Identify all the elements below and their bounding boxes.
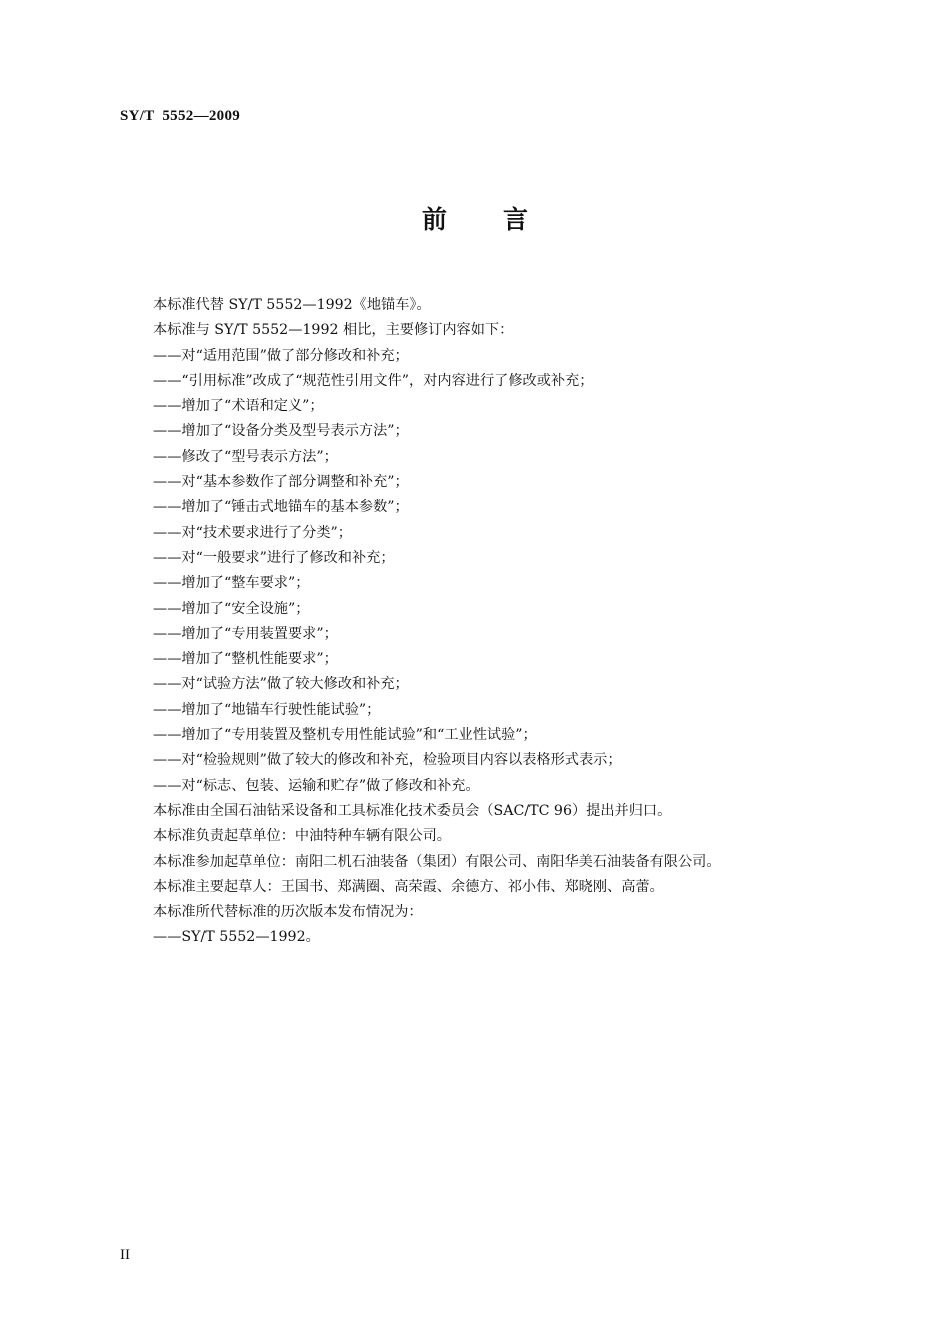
foreword-line: 本标准所代替标准的历次版本发布情况为： xyxy=(153,904,423,921)
foreword-line: ——增加了“专用装置要求”； xyxy=(153,625,338,642)
foreword-body xyxy=(153,293,853,951)
foreword-line: ——增加了“术语和定义”； xyxy=(153,398,324,415)
foreword-line: 本标准由全国石油钻采设备和工具标准化技术委员会（SAC/TC 96）提出并归口。 xyxy=(153,802,672,819)
foreword-line: ——对“技术要求进行了分类”； xyxy=(153,524,352,541)
foreword-line: ——增加了“设备分类及型号表示方法”； xyxy=(153,423,409,440)
foreword-line: ——对“标志、包装、运输和贮存”做了修改和补充。 xyxy=(153,777,480,794)
page-number: II xyxy=(120,1247,130,1263)
foreword-line: 本标准参加起草单位：南阳二机石油装备（集团）有限公司、南阳华美石油装备有限公司。 xyxy=(153,853,721,870)
page-title: 前言 xyxy=(421,205,584,234)
foreword-line: 本标准代替 SY/T 5552—1992《地锚车》。 xyxy=(153,297,431,313)
foreword-line: ——对“试验方法”做了较大修改和补充； xyxy=(153,676,409,693)
foreword-line: 本标准负责起草单位：中油特种车辆有限公司。 xyxy=(153,828,451,845)
foreword-line: ——对“检验规则”做了较大的修改和补充，检验项目内容以表格形式表示； xyxy=(153,752,622,769)
foreword-line: ——“引用标准”改成了“规范性引用文件”，对内容进行了修改或补充； xyxy=(153,372,594,389)
foreword-line: ——修改了“型号表示方法”； xyxy=(153,448,338,465)
foreword-line: ——增加了“安全设施”； xyxy=(153,600,310,617)
foreword-line: ——增加了“整机性能要求”； xyxy=(153,651,338,668)
foreword-line: ——增加了“专用装置及整机专用性能试验”和“工业性试验”； xyxy=(153,727,537,744)
foreword-line: ——对“适用范围”做了部分修改和补充； xyxy=(153,347,409,364)
foreword-line: ——增加了“锤击式地锚车的基本参数”； xyxy=(153,499,409,516)
foreword-line: ——对“一般要求”进行了修改和补充； xyxy=(153,549,395,566)
foreword-line: ——SY/T 5552—1992。 xyxy=(153,929,320,946)
foreword-line: ——增加了“地锚车行驶性能试验”； xyxy=(153,701,381,718)
foreword-line: ——增加了“整车要求”； xyxy=(153,575,310,592)
foreword-line: ——对“基本参数作了部分调整和补充”； xyxy=(153,474,409,491)
standard-code-header: SY/T 5552—2009 xyxy=(120,108,241,124)
foreword-line: 本标准与 SY/T 5552—1992 相比，主要修订内容如下： xyxy=(153,322,514,339)
foreword-line: 本标准主要起草人：王国书、郑满圈、高荣霞、余德方、祁小伟、郑晓刚、高蕾。 xyxy=(153,878,664,895)
